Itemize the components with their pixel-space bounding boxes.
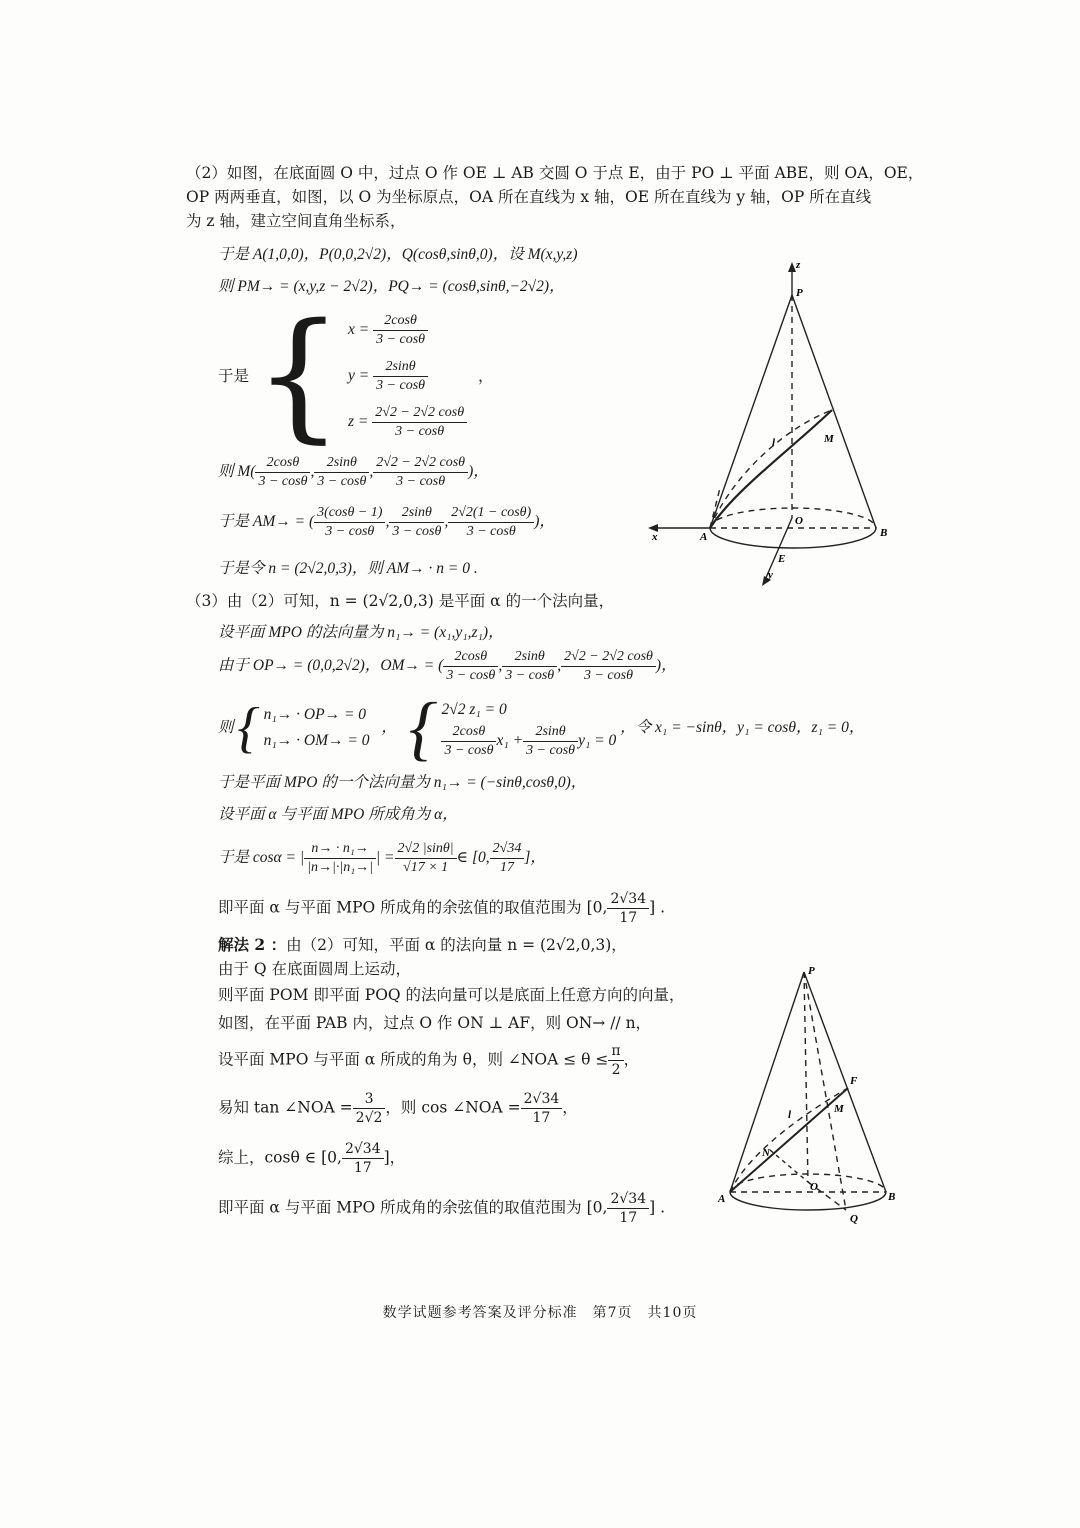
- cos-prefix: 于是 cosα = |: [218, 849, 305, 867]
- n-line: 于是令 n = (2√2,0,3)，则 AM→ · n = 0 .: [218, 560, 478, 577]
- pi-num: π: [608, 1042, 623, 1061]
- eq-y1: y₁ = 0: [578, 731, 617, 749]
- left-brace: {: [253, 294, 344, 457]
- method2-line1: [218, 934, 627, 956]
- sys-x-lhs: x =: [347, 321, 370, 338]
- om-y-num: 2sinθ: [502, 648, 557, 667]
- sys-y-num: 2sinθ: [373, 358, 428, 377]
- base-back-arc-2: [730, 1174, 886, 1192]
- m-z-num: 2√2 − 2√2 cosθ: [373, 454, 468, 473]
- part3-line4: 于是平面 MPO 的一个法向量为 n₁→ = (−sinθ,cosθ,0)，: [218, 774, 587, 791]
- part2-line3: 为 z 轴，建立空间直角坐标系，: [186, 212, 406, 230]
- m-coords: 则 M( $\frac{2\cos\theta}{3 - \cos\theta}$ , $\frac{2\sin\theta}{3 - \cos\theta}$ , $\frac{2√2 - 2√2 \cos\theta}{3 - \cos\theta}$ )，: [218, 455, 489, 489]
- z-arrow: [788, 262, 796, 272]
- sys-suffix: ，: [478, 367, 494, 385]
- tan-den: 2√2: [355, 1110, 383, 1126]
- label-l: l: [772, 437, 776, 449]
- cos-line: [218, 840, 546, 877]
- label-n: N: [762, 1147, 770, 1159]
- normal-equations: [218, 688, 865, 768]
- cos-end: ]，: [524, 849, 546, 867]
- om-x-num: 2cosθ: [443, 648, 498, 667]
- label-b: B: [880, 527, 888, 539]
- part3-line5: 设平面 α 与平面 MPO 所成角为 α，: [218, 806, 458, 823]
- om-x-den: 3 − cosθ: [446, 668, 496, 683]
- op-suffix: )，: [655, 657, 677, 675]
- ans3-end: ] .: [649, 898, 666, 917]
- om-y-den: 3 − cosθ: [505, 668, 555, 683]
- label-p: P: [796, 287, 803, 299]
- line5-end: ，: [623, 1050, 640, 1069]
- om-z-den: 3 − cosθ: [583, 668, 633, 683]
- tan-mid: ，则 cos ∠NOA =: [385, 1098, 521, 1117]
- m-suffix: )，: [468, 463, 489, 481]
- cos-frac-den: 17: [500, 860, 514, 875]
- cos-in: ∈ [0,: [456, 849, 490, 867]
- sys-x-num: 2cosθ: [373, 312, 428, 331]
- part2-points: 于是 A(1,0,0)，P(0,0,2√2)，Q(cosθ,sinθ,0)，设 M(x,y,z): [218, 246, 578, 263]
- m-y-den: 3 − cosθ: [317, 474, 367, 489]
- label-o: O: [795, 515, 803, 527]
- am-y-num: 2sinθ: [389, 504, 444, 523]
- cone-figure-1: [640, 250, 900, 590]
- part2-vectors: 则 PM→ = (x,y,z − 2√2)，PQ→ = (cosθ,sinθ,−2√2)，: [218, 278, 565, 295]
- cos-num2: 2√2 |sinθ|: [395, 840, 457, 859]
- label-z: z: [796, 259, 801, 271]
- eq-frac2-den: 3 − cosθ: [526, 742, 576, 758]
- am-x-num: 3(cosθ − 1): [314, 504, 385, 523]
- am-vector: 于是 AM→ = ( $\frac{3(\cos\theta - 1)}{3 - \cos\theta}$ , $\frac{2\sin\theta}{3 - \cos\theta}$ , $\frac{2√2(1 - \cos\theta)}{3 - \cos\theta}$ )，: [218, 505, 555, 539]
- label-p2: P: [808, 965, 815, 977]
- pa-edge: [710, 295, 792, 528]
- ans2-num: 2√34: [607, 1190, 649, 1209]
- eq-frac2-num: 2sinθ: [523, 723, 578, 742]
- method2-line4: 如图，在平面 PAB 内，过点 O 作 ON ⊥ AF，则 ON→ // n，: [218, 1014, 652, 1032]
- pb-edge: [792, 295, 876, 528]
- part3-line1: （3）由（2）可知，n = (2√2,0,3) 是平面 α 的一个法向量，: [186, 592, 615, 610]
- sys-prefix: 于是: [218, 367, 250, 385]
- label-m: M: [824, 433, 834, 445]
- sys-y-lhs: y =: [347, 367, 370, 384]
- am-z-den: 3 − cosθ: [466, 524, 516, 539]
- am-x-den: 3 − cosθ: [325, 524, 375, 539]
- label-x: x: [652, 531, 658, 543]
- po-dashed-2: [804, 972, 808, 1182]
- ans2-den: 17: [619, 1210, 638, 1226]
- ze-mid: ，: [381, 719, 397, 736]
- brace-b: {: [408, 688, 438, 768]
- pi-den: 2: [611, 1062, 621, 1078]
- m-x-num: 2cosθ: [255, 454, 310, 473]
- label-a: A: [700, 531, 708, 543]
- zong-num: 2√34: [342, 1140, 384, 1159]
- label-f: F: [850, 1075, 858, 1087]
- op-prefix: 由于 OP→ = (0,0,2√2)，OM→ = (: [218, 657, 444, 675]
- line5-text: 设平面 MPO 与平面 α 所成的角为 θ，则 ∠NOA ≤ θ ≤: [218, 1050, 609, 1069]
- label-l2: l: [788, 1109, 792, 1121]
- page-footer: 数学试题参考答案及评分标准 第7页 共10页: [382, 1305, 698, 1321]
- ans3-num: 2√34: [607, 890, 649, 909]
- eq-x1: x₁ +: [496, 731, 524, 749]
- sys-z-num: 2√2 − 2√2 cosθ: [372, 404, 467, 423]
- am-y-den: 3 − cosθ: [392, 524, 442, 539]
- ze-rows: [264, 702, 370, 754]
- ans2-end: ] .: [649, 1198, 666, 1217]
- cos-num1: n→ · n₁→: [304, 840, 376, 859]
- sys-x-den: 3 − cosθ: [376, 331, 426, 347]
- ze-row1: n₁→ · OP→ = 0: [263, 706, 367, 723]
- am-suffix: )，: [534, 513, 555, 531]
- label-m2: M: [834, 1103, 844, 1115]
- curve-am: [710, 410, 832, 528]
- part3-answer: [218, 890, 665, 927]
- part2-line2: OP 两两垂直，如图，以 O 为坐标原点，OA 所在直线为 x 轴，OE 所在直线为 y 轴，OP 所在直线: [186, 188, 872, 206]
- cosnoa-den: 17: [532, 1110, 551, 1126]
- label-y: y: [768, 569, 773, 581]
- zong-den: 17: [353, 1160, 372, 1176]
- zong-end: ]，: [383, 1148, 406, 1167]
- ze-row2: n₁→ · OM→ = 0: [263, 732, 370, 749]
- brace-a: {: [237, 697, 260, 759]
- ze-prefix: 则: [218, 719, 234, 736]
- part3-line2: 设平面 MPO 的法向量为 n₁→ = (x₁,y₁,z₁)，: [218, 624, 504, 641]
- eq-frac1-num: 2cosθ: [441, 723, 496, 742]
- cos-frac-num: 2√34: [490, 840, 525, 859]
- cos-den1: |n→|·|n₁→|: [307, 860, 373, 875]
- zong-prefix: 综上，cosθ ∈ [0,: [218, 1148, 342, 1167]
- sys-z-den: 3 − cosθ: [395, 423, 445, 439]
- method2-line2: 由于 Q 在底面圆周上运动，: [218, 960, 412, 978]
- zong-line: [218, 1140, 405, 1177]
- label-o2: O: [810, 1181, 818, 1193]
- cone-figure-2: [710, 960, 910, 1230]
- eq-frac1-den: 3 − cosθ: [444, 742, 494, 758]
- on-dashed: [770, 1150, 808, 1182]
- eq-row1: 2√2 z₁ = 0: [441, 700, 507, 718]
- method2-line3: 则平面 POM 即平面 POQ 的法向量可以是底面上任意方向的向量，: [218, 986, 685, 1004]
- tan-end: ，: [562, 1098, 578, 1117]
- ans3-den: 17: [619, 910, 638, 926]
- sys-z-lhs: z =: [347, 413, 369, 430]
- op-om-line: 由于 OP→ = (0,0,2√2)，OM→ = ( $\frac{2\cos\theta}{3 - \cos\theta}$ , $\frac{2\sin\theta}{3 - \cos\theta}$ , $\frac{2√2 - 2√2 \cos\theta}{3 - \cos\theta}$ )，: [218, 649, 677, 683]
- m-prefix: 则 M(: [218, 463, 256, 481]
- label-a2: A: [718, 1193, 726, 1205]
- param-system: [218, 294, 494, 457]
- method2-label: 解法 2 ：: [218, 935, 287, 954]
- tan-line: [218, 1090, 578, 1127]
- cos-mid: | =: [375, 849, 395, 867]
- method2-answer: [218, 1190, 665, 1227]
- am-z-num: 2√2(1 − cosθ): [448, 504, 534, 523]
- m-z-den: 3 − cosθ: [396, 474, 446, 489]
- label-e: E: [778, 553, 786, 565]
- am-prefix: 于是 AM→ = (: [218, 513, 315, 531]
- label-q: Q: [850, 1213, 858, 1225]
- ans3-prefix: 即平面 α 与平面 MPO 所成角的余弦值的取值范围为 [0,: [218, 898, 608, 917]
- cos-den2: √17 × 1: [403, 860, 449, 875]
- base-front-arc-2: [730, 1192, 886, 1210]
- pb-edge-2: [804, 972, 886, 1192]
- tan-prefix: 易知 tan ∠NOA =: [218, 1098, 353, 1117]
- m-y-num: 2sinθ: [314, 454, 369, 473]
- sys-rows: [348, 307, 467, 445]
- ans2-prefix: 即平面 α 与平面 MPO 所成角的余弦值的取值范围为 [0,: [218, 1198, 608, 1217]
- ling: ，令 x₁ = −sinθ，y₁ = cosθ，z₁ = 0，: [620, 719, 865, 736]
- m-x-den: 3 − cosθ: [258, 474, 308, 489]
- method2-line5: [218, 1042, 639, 1079]
- sys-y-den: 3 − cosθ: [376, 377, 426, 393]
- cosnoa-num: 2√34: [521, 1090, 563, 1109]
- method2-text1: 由（2）可知，平面 α 的法向量 n = (2√2,0,3)，: [286, 936, 627, 954]
- eq-rows: [441, 697, 616, 760]
- om-z-num: 2√2 − 2√2 cosθ: [561, 648, 656, 667]
- part2-line1: （2）如图，在底面圆 O 中，过点 O 作 OE ⊥ AB 交圆 O 于点 E，由于 PO ⊥ 平面 ABE，则 OA，OE，: [186, 164, 924, 182]
- label-b2: B: [888, 1191, 896, 1203]
- base-back-arc: [710, 508, 876, 528]
- tan-num: 3: [353, 1090, 386, 1109]
- base-front-arc: [710, 528, 876, 548]
